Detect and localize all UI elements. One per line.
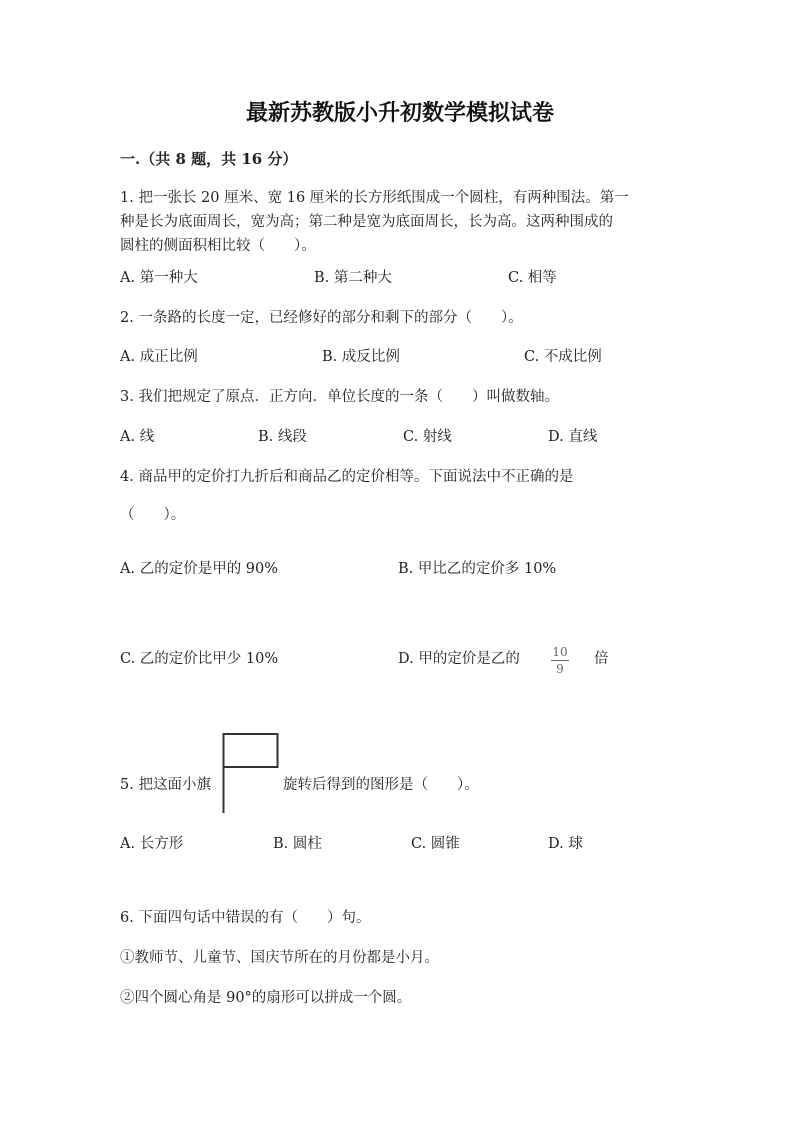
fraction-bar — [551, 660, 569, 661]
question-3-option-d[interactable]: D. 直线 — [548, 429, 598, 445]
question-6-statement-1: ①教师节、儿童节、国庆节所在的月份都是小月。 — [120, 950, 439, 966]
question-5-option-b[interactable]: B. 圆柱 — [273, 836, 322, 852]
question-2-stem: 2. 一条路的长度一定，已经修好的部分和剩下的部分（ ）。 — [120, 310, 523, 326]
question-1-option-c[interactable]: C. 相等 — [508, 270, 557, 286]
question-1-option-a[interactable]: A. 第一种大 — [120, 270, 198, 286]
question-1-option-b[interactable]: B. 第二种大 — [314, 270, 392, 286]
question-4-option-a[interactable]: A. 乙的定价是甲的 90% — [120, 561, 279, 577]
section-heading: 一.（共 8 题，共 16 分） — [120, 150, 298, 168]
question-3-option-b[interactable]: B. 线段 — [258, 429, 307, 445]
question-4-option-c[interactable]: C. 乙的定价比甲少 10% — [120, 651, 279, 667]
flag-figure — [222, 733, 280, 813]
question-5-stem-end: 旋转后得到的图形是（ ）。 — [283, 777, 479, 793]
question-1-line: 1. 把一张长 20 厘米、宽 16 厘米的长方形纸围成一个圆柱，有两种围法。第一 — [120, 190, 629, 206]
question-5-option-a[interactable]: A. 长方形 — [120, 836, 184, 852]
question-4-option-d-suffix: 倍 — [594, 651, 609, 667]
question-4-option-b[interactable]: B. 甲比乙的定价多 10% — [398, 561, 557, 577]
question-5-option-d[interactable]: D. 球 — [548, 836, 583, 852]
question-1-line: 圆柱的侧面积相比较（ ）。 — [120, 238, 316, 254]
question-3-option-c[interactable]: C. 射线 — [403, 429, 452, 445]
page-title: 最新苏教版小升初数学模拟试卷 — [245, 100, 554, 126]
fraction-denominator: 9 — [556, 662, 564, 676]
fraction-numerator: 10 — [552, 645, 568, 659]
question-2-option-c[interactable]: C. 不成比例 — [524, 349, 602, 365]
question-6-stem: 6. 下面四句话中错误的有（ ）句。 — [120, 910, 371, 926]
question-3-option-a[interactable]: A. 线 — [120, 429, 155, 445]
question-5-option-c[interactable]: C. 圆锥 — [411, 836, 460, 852]
question-4-stem: 4. 商品甲的定价打九折后和商品乙的定价相等。下面说法中不正确的是 — [120, 469, 574, 485]
question-1-stem — [120, 186, 682, 258]
flag-cloth — [224, 734, 278, 767]
question-2-option-a[interactable]: A. 成正比例 — [120, 349, 198, 365]
question-1-line: 种是长为底面周长，宽为高；第二种是宽为底面周长，长为高。这两种围成的 — [120, 214, 613, 230]
question-4-option-d[interactable]: D. 甲的定价是乙的 — [398, 651, 520, 667]
question-6-statement-2: ②四个圆心角是 90°的扇形可以拼成一个圆。 — [120, 990, 412, 1006]
question-3-stem: 3. 我们把规定了原点．正方向．单位长度的一条（ ）叫做数轴。 — [120, 389, 559, 405]
fraction-ten-ninths — [551, 645, 569, 676]
question-4-stem-continued: （ ）。 — [120, 507, 186, 523]
question-2-option-b[interactable]: B. 成反比例 — [322, 349, 400, 365]
question-5-stem-start: 5. 把这面小旗 — [120, 777, 211, 793]
